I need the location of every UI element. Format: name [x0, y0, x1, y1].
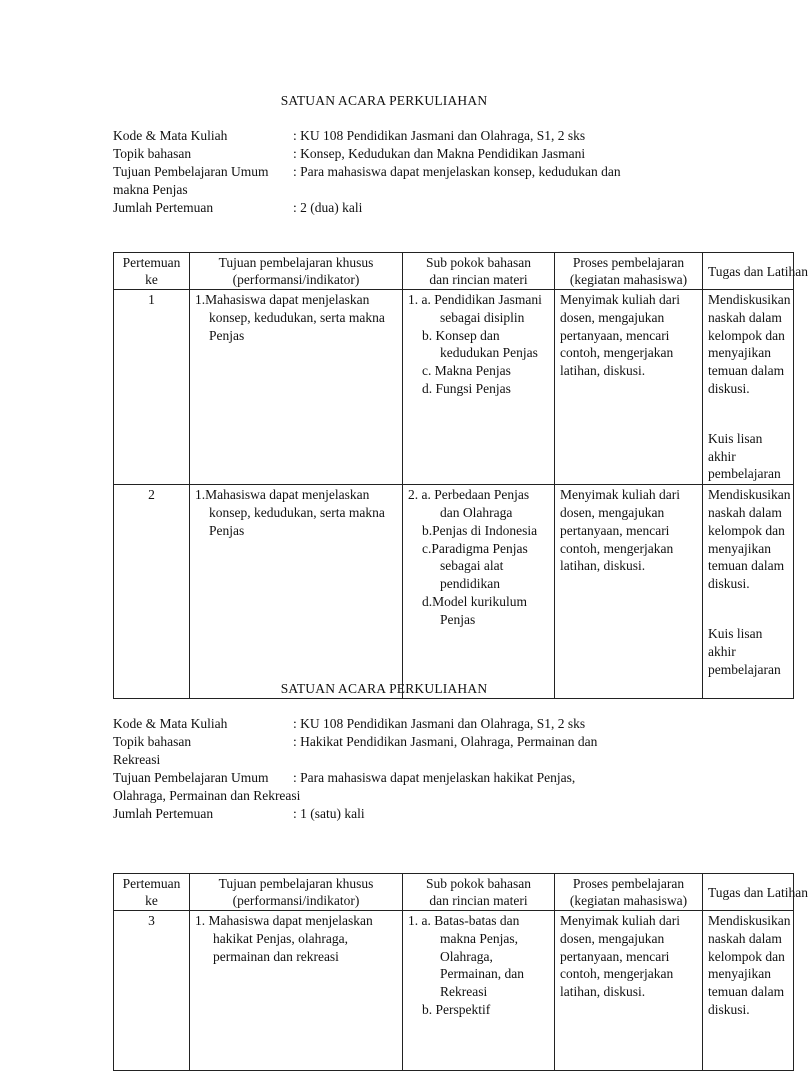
kode-label: Kode & Mata Kuliah: [113, 128, 228, 143]
row-tujuan: 1.Mahasiswa dapat menjelaskan konsep, kedudukan, serta makna Penjas: [190, 485, 403, 699]
row-proses: Menyimak kuliah dari dosen, mengajukan pertanyaan, mencari contoh, mengerjakan latihan, diskusi.: [555, 290, 703, 485]
sap-table: [113, 252, 808, 699]
table-row: [114, 485, 794, 699]
header-tujuan: Tujuan pembelajaran khusus (performansi/indikator): [190, 874, 403, 911]
row-tugas: Mendiskusikan naskah dalam kelompok dan menyajikan temuan dalam diskusi.: [703, 911, 794, 1071]
row-sub-pokok: 1. a. Batas-batas dan makna Penjas, Olahraga, Permainan, dan Rekreasi b. Perspektif: [403, 911, 555, 1071]
jumlah-value: : 2 (dua) kali: [293, 200, 363, 215]
table-header-row: [114, 874, 794, 911]
page-title: SATUAN ACARA PERKULIAHAN: [280, 681, 488, 696]
tujuan-continued: makna Penjas: [113, 182, 188, 197]
topik-label: Topik bahasan: [113, 146, 192, 161]
table-row: [114, 290, 794, 485]
table-header-row: [114, 253, 794, 290]
topik-continued: Rekreasi: [113, 752, 161, 767]
row-tujuan: 1. Mahasiswa dapat menjelaskan hakikat Penjas, olahraga, permainan dan rekreasi: [190, 911, 403, 1071]
row-number: 1: [114, 290, 190, 485]
kode-value: : KU 108 Pendidikan Jasmani dan Olahraga, S1, 2 sks: [293, 128, 586, 143]
row-tugas: Mendiskusikan naskah dalam kelompok dan menyajikan temuan dalam diskusi. Kuis lisan akhir pembelajaran: [703, 290, 794, 485]
header-tugas: Tugas dan Latihan: [703, 253, 794, 290]
header-tugas: Tugas dan Latihan: [703, 874, 794, 911]
header-proses: Proses pembelajaran (kegiatan mahasiswa): [555, 874, 703, 911]
row-tujuan: 1.Mahasiswa dapat menjelaskan konsep, kedudukan, serta makna Penjas: [190, 290, 403, 485]
header-sub-pokok: Sub pokok bahasan dan rincian materi: [403, 874, 555, 911]
tujuan-label: Tujuan Pembelajaran Umum: [113, 770, 269, 785]
sap-table: [113, 873, 808, 1071]
header-pertemuan: Pertemuan ke: [114, 874, 190, 911]
topik-value: : Konsep, Kedudukan dan Makna Pendidikan Jasmani: [293, 146, 586, 161]
jumlah-label: Jumlah Pertemuan: [113, 806, 214, 821]
row-proses: Menyimak kuliah dari dosen, mengajukan pertanyaan, mencari contoh, mengerjakan latihan, diskusi.: [555, 911, 703, 1071]
tujuan-continued: Olahraga, Permainan dan Rekreasi: [113, 788, 301, 803]
topik-label: Topik bahasan: [113, 734, 192, 749]
header-pertemuan: Pertemuan ke: [114, 253, 190, 290]
jumlah-label: Jumlah Pertemuan: [113, 200, 214, 215]
row-tugas: Mendiskusikan naskah dalam kelompok dan menyajikan temuan dalam diskusi. Kuis lisan akhir pembelajaran: [703, 485, 794, 699]
row-sub-pokok: 2. a. Perbedaan Penjas dan Olahraga b.Penjas di Indonesia c.Paradigma Penjas sebagai alat pendidikan d.Model kurikulum Penjas: [403, 485, 555, 699]
header-tujuan: Tujuan pembelajaran khusus (performansi/indikator): [190, 253, 403, 290]
row-number: 3: [114, 911, 190, 1071]
topik-value: : Hakikat Pendidikan Jasmani, Olahraga, Permainan dan: [293, 734, 598, 749]
header-proses: Proses pembelajaran (kegiatan mahasiswa): [555, 253, 703, 290]
header-sub-pokok: Sub pokok bahasan dan rincian materi: [403, 253, 555, 290]
kode-value: : KU 108 Pendidikan Jasmani dan Olahraga, S1, 2 sks: [293, 716, 586, 731]
row-number: 2: [114, 485, 190, 699]
course-info: [113, 127, 673, 217]
tujuan-value: : Para mahasiswa dapat menjelaskan hakikat Penjas,: [293, 770, 576, 785]
row-sub-pokok: 1. a. Pendidikan Jasmani sebagai disiplin b. Konsep dan kedudukan Penjas c. Makna Penjas d. Fungsi Penjas: [403, 290, 555, 485]
page-title: SATUAN ACARA PERKULIAHAN: [280, 93, 488, 108]
kode-label: Kode & Mata Kuliah: [113, 716, 228, 731]
row-proses: Menyimak kuliah dari dosen, mengajukan pertanyaan, mencari contoh, mengerjakan latihan, diskusi.: [555, 485, 703, 699]
jumlah-value: : 1 (satu) kali: [293, 806, 365, 821]
course-info: [113, 715, 673, 823]
tujuan-label: Tujuan Pembelajaran Umum: [113, 164, 269, 179]
table-row: [114, 911, 794, 1071]
tujuan-value: : Para mahasiswa dapat menjelaskan konsep, kedudukan dan: [293, 164, 621, 179]
